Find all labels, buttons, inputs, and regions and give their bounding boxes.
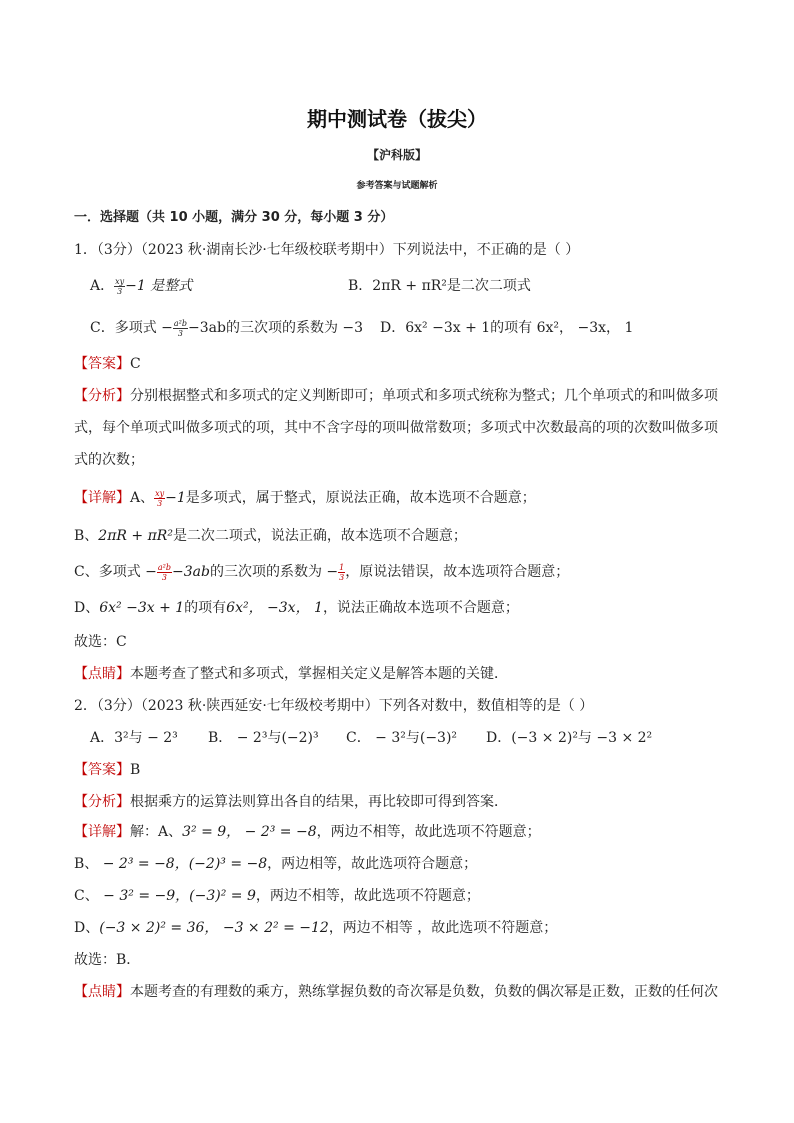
q1-analysis-line-1 bbox=[74, 386, 718, 406]
detail-text: ，两边相等，故此选项符合题意； bbox=[267, 856, 478, 872]
q2-stem: 2．（3分）（2023 秋·陕西延安·七年级校考期中）下列各对数中，数值相等的是（ ） bbox=[74, 698, 594, 714]
q2-comment bbox=[74, 982, 718, 1002]
q1-comment bbox=[74, 664, 508, 684]
q1-detail-c bbox=[74, 562, 569, 582]
q1-analysis-line-3: 式的次数； bbox=[74, 452, 144, 468]
q2-detail-d bbox=[74, 918, 557, 938]
detail-text: ，两边不相等，故此选项不符题意； bbox=[316, 824, 541, 840]
q2-answer bbox=[74, 760, 140, 780]
q1-option-c-text: −3ab的三次项的系数为 −3 bbox=[188, 320, 364, 336]
q2-choice: 故选：B． bbox=[74, 952, 141, 968]
detail-math: −1 bbox=[165, 490, 186, 506]
answer-value: B bbox=[130, 762, 141, 778]
answer-tag: 【答案】 bbox=[74, 762, 130, 778]
detail-math: 6x² −3x + 1 bbox=[99, 600, 185, 616]
q1-detail-a bbox=[74, 488, 536, 508]
q1-option-a bbox=[90, 276, 192, 296]
q2-option-b: B． − 2³与(−2)³ bbox=[208, 730, 319, 746]
q2-option-d: D．(−3 × 2)²与 −3 × 2² bbox=[486, 730, 653, 746]
q2-analysis bbox=[74, 792, 508, 812]
q1-detail-b bbox=[74, 526, 467, 546]
fraction-denominator: 3 bbox=[157, 498, 163, 508]
detail-prefix: 解：A、 bbox=[130, 824, 183, 840]
detail-text-2: ，原说法错误，故本选项符合题意； bbox=[345, 564, 570, 580]
detail-prefix: B、 bbox=[74, 528, 99, 544]
q1-option-b: B．2πR + πR²是二次二项式 bbox=[348, 278, 531, 294]
analysis-text: 根据乘方的运算法则算出各自的结果，再比较即可得到答案． bbox=[130, 794, 508, 810]
q1-option-d: D．6x² −3x + 1的项有 6x²， −3x， 1 bbox=[380, 320, 634, 336]
q1-answer bbox=[74, 354, 141, 374]
comment-text: 本题考查了整式和多项式，掌握相关定义是解答本题的关键． bbox=[130, 666, 508, 682]
detail-prefix: B、 bbox=[74, 856, 99, 872]
fraction-numerator: a²b bbox=[173, 318, 188, 328]
fraction-denominator: 3 bbox=[177, 328, 183, 338]
detail-math: − 2³ = −8，(−2)³ = −8 bbox=[98, 856, 268, 872]
detail-math: (−3 × 2)² = 36， −3 × 2² = −12 bbox=[99, 920, 329, 936]
detail-math: −3ab bbox=[172, 564, 210, 580]
detail-text: 是多项式，属于整式，原说法正确，故本选项不合题意； bbox=[185, 490, 536, 506]
fraction-denominator: 3 bbox=[161, 572, 167, 582]
detail-prefix: C、 bbox=[74, 888, 99, 904]
detail-text: 的三次项的系数为 − bbox=[209, 564, 339, 580]
q2-detail-c bbox=[74, 886, 480, 906]
q1-option-a-text: −1 是整式 bbox=[125, 278, 193, 294]
q2-detail-a bbox=[74, 822, 541, 842]
subheading: 参考答案与试题解析 bbox=[356, 181, 438, 191]
fraction-numerator: a²b bbox=[157, 562, 172, 572]
q1-option-c-fraction bbox=[173, 319, 188, 338]
detail-math: − 3² = −9，(−3)² = 9 bbox=[98, 888, 256, 904]
analysis-text: 分别根据整式和多项式的定义判断即可；单项式和多项式统称为整式；几个单项式的和叫做多项 bbox=[130, 388, 718, 404]
detail-text: ，两边不相等，故此选项不符题意； bbox=[255, 888, 480, 904]
detail-prefix: C、多项式 − bbox=[74, 564, 157, 580]
page-title: 期中测试卷（拔尖） bbox=[307, 107, 487, 131]
q1-option-a-fraction bbox=[114, 277, 125, 296]
detail-math-2: 6x²， −3x， 1 bbox=[226, 600, 323, 616]
detail-text: 的项有 bbox=[184, 600, 227, 616]
q1-option-a-prefix: A． bbox=[90, 278, 115, 294]
detail-text: 是二次二项式，说法正确，故本选项不合题意； bbox=[172, 528, 467, 544]
answer-value: C bbox=[130, 356, 141, 372]
detail-text-2: ，说法正确故本选项不合题意； bbox=[322, 600, 519, 616]
detail-prefix: D、 bbox=[74, 920, 100, 936]
q1-analysis-line-2: 式，每个单项式叫做多项式的项，其中不含字母的项叫做常数项；多项式中次数最高的项的次数叫做多项 bbox=[74, 420, 718, 436]
analysis-tag: 【分析】 bbox=[74, 794, 130, 810]
detail-tag: 【详解】 bbox=[74, 490, 130, 506]
detail-text: ，两边不相等 ，故此选项不符题意； bbox=[328, 920, 558, 936]
q2-option-c: C． − 3²与(−3)² bbox=[346, 730, 458, 746]
fraction-denominator: 3 bbox=[339, 572, 345, 582]
section-heading: 一．选择题（共 10 小题，满分 30 分，每小题 3 分） bbox=[74, 210, 394, 225]
fraction-numerator: 1 bbox=[339, 562, 345, 572]
q1-option-c bbox=[90, 318, 363, 338]
detail-tag: 【详解】 bbox=[74, 824, 130, 840]
fraction-numerator: xy bbox=[115, 276, 125, 286]
q1-stem: 1．（3分）（2023 秋·湖南长沙·七年级校联考期中）下列说法中，不正确的是（ ） bbox=[74, 242, 580, 258]
analysis-tag: 【分析】 bbox=[74, 388, 130, 404]
q2-detail-b bbox=[74, 854, 477, 874]
answer-tag: 【答案】 bbox=[74, 356, 130, 372]
q1-option-c-prefix: C．多项式 − bbox=[90, 320, 173, 336]
detail-prefix: D、 bbox=[74, 600, 100, 616]
q2-option-a: A．3²与 − 2³ bbox=[90, 730, 178, 746]
detail-math: 2πR + πR² bbox=[98, 528, 173, 544]
comment-text: 本题考查的有理数的乘方，熟练掌握负数的奇次幂是负数，负数的偶次幂是正数，正数的任何次 bbox=[130, 984, 718, 1000]
fraction-denominator: 3 bbox=[117, 286, 123, 296]
comment-tag: 【点睛】 bbox=[74, 666, 130, 682]
q1-detail-d bbox=[74, 598, 519, 618]
edition-label: 【沪科版】 bbox=[366, 148, 427, 162]
q1-choice: 故选：C bbox=[74, 634, 127, 650]
fraction-numerator: xy bbox=[155, 488, 165, 498]
detail-fraction bbox=[154, 489, 165, 508]
detail-math: 3² = 9， − 2³ = −8 bbox=[182, 824, 317, 840]
detail-fraction bbox=[157, 563, 172, 582]
comment-tag: 【点睛】 bbox=[74, 984, 130, 1000]
detail-prefix: A、 bbox=[130, 490, 155, 506]
